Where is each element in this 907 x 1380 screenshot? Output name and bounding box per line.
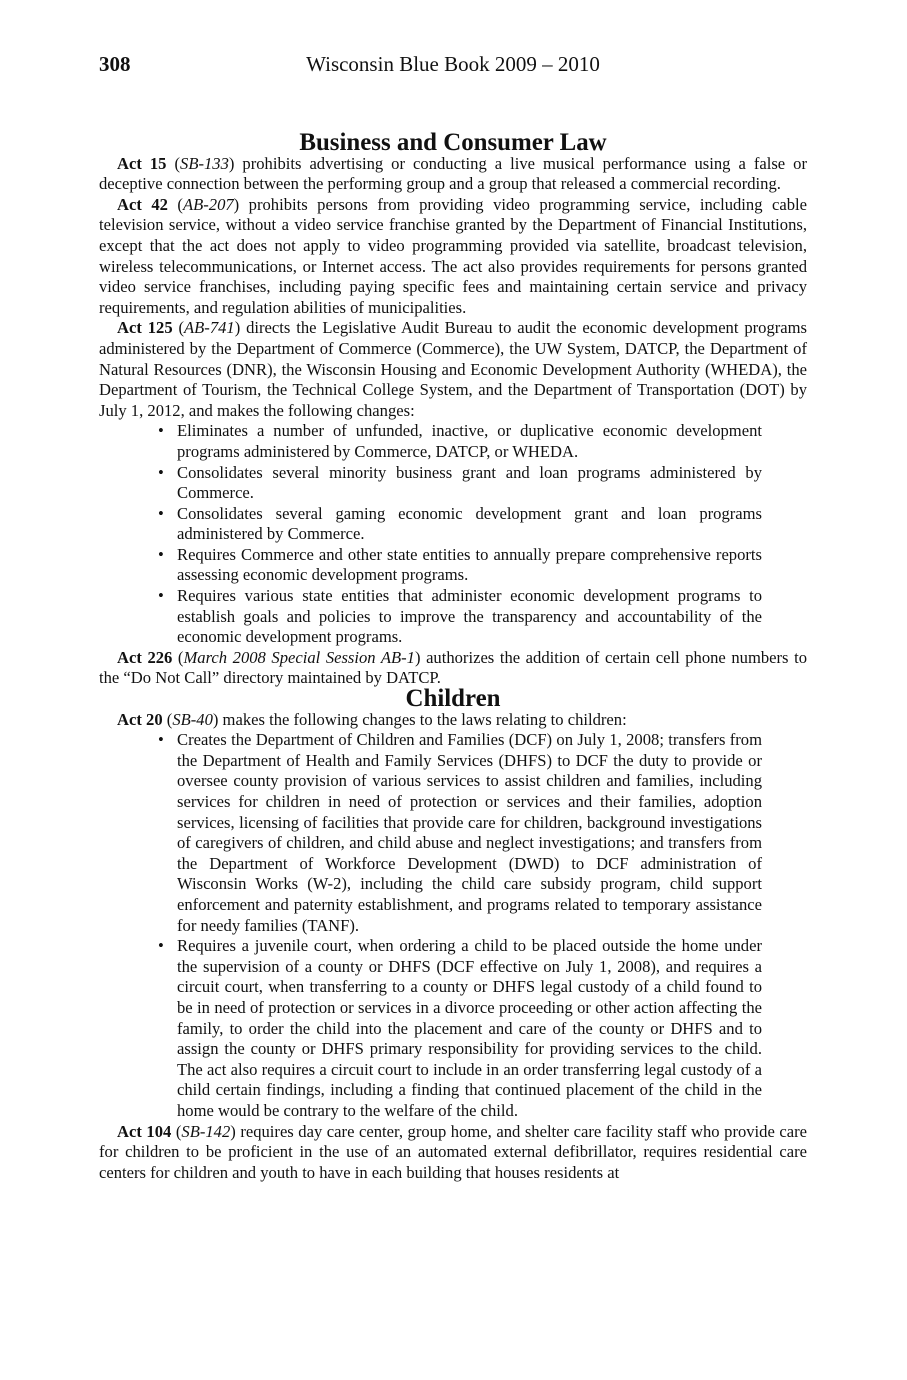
page-content (99, 129, 807, 1183)
act-104-paragraph: Act 104 (SB-142) requires day care center, group home, and shelter care facility staff who provide care for children to be proficient in the use of an automated external defibrillator, requires residential care centers for children and youth to have in each building that houses residents at (99, 1121, 807, 1182)
act-label: Act 42 (117, 194, 168, 214)
bill-number: AB-741 (184, 318, 235, 338)
bill-number: SB-133 (180, 153, 229, 173)
section-heading-business: Business and Consumer Law (299, 129, 607, 156)
act-text: prohibits persons from providing video programming service, including cable television service, without a video service franchise granted by the Department of Financial Institutions, except that the act does not apply to video programming provided via satellite, broadcast television, wireless telecommunications, or Internet access. The act also provides requirements for persons granted video service franchises, including paying specific fees and maintaining certain service and privacy requirements, and regulation abilities of municipalities. (99, 194, 807, 317)
act-label: Act 15 (117, 153, 167, 173)
act-15-paragraph: Act 15 (SB-133) prohibits advertising or conducting a live musical performance using a false or deceptive connection between the performing group and a group that released a commercial recording. (99, 153, 807, 194)
bill-number: SB-142 (181, 1121, 231, 1141)
list-item: • Eliminates a number of unfunded, inactive, or duplicative economic development programs administered by Commerce, DATCP, or WHEDA. (158, 421, 762, 461)
bullet-icon: • (158, 586, 164, 606)
bill-number: SB-40 (172, 709, 213, 729)
page-header (99, 52, 807, 82)
list-item: • Consolidates several minority business grant and loan programs administered by Commerce. (158, 462, 762, 503)
act-label: Act 125 (117, 318, 173, 338)
act-20-bullet-list (99, 730, 762, 1121)
running-title: Wisconsin Blue Book 2009 – 2010 (306, 52, 600, 76)
page-number: 308 (99, 52, 131, 76)
bill-number: March 2008 Special Session AB-1 (183, 647, 415, 667)
section-heading-children: Children (405, 685, 501, 713)
act-text: requires day care center, group home, and shelter care facility staff who provide care for children to be proficient in the use of an automated external defibrillator, requires residential care centers for children and youth to have in each building that houses residents at (99, 1121, 807, 1182)
act-text: directs the Legislative Audit Bureau to audit the economic development programs administered by the Department of Commerce (Commerce), the UW System, DATCP, the Department of Natural Resources (DNR), the Wisconsin Housing and Economic Development Authority (WHEDA), the Department of Tourism, the Technical College System, and the Department of Transportation (DOT) by July 1, 2012, and makes the following changes: (99, 318, 807, 420)
list-item: • Creates the Department of Children and Families (DCF) on July 1, 2008; transfers from the Department of Health and Family Services (DHFS) to DCF the duty to provide or oversee county provision of various services to assist children and families, including services for children in need of protection or services and their families, adoption services, licensing of facilities that provide care for children, background investigations of caregivers of children, and child abuse and neglect investigations; and transfers from the Department of Workforce Development (DWD) to DCF administration of Wisconsin Works (W-2), including the child care subsidy program, child support enforcement and paternity establishment, and programs related to temporary assistance for needy families (TANF). (158, 730, 762, 935)
bullet-icon: • (158, 503, 164, 523)
act-label: Act 20 (117, 709, 163, 729)
act-125-bullet-list (99, 421, 762, 648)
act-text: authorizes the addition of certain cell phone numbers to the “Do Not Call” directory maintained by DATCP. (99, 647, 807, 688)
act-label: Act 104 (117, 1121, 172, 1141)
list-item: • Requires Commerce and other state entities to annually prepare comprehensive reports assessing economic development programs. (158, 544, 762, 585)
list-item: • Requires various state entities that administer economic development programs to establish goals and policies to improve the transparency and accountability of the economic development programs. (158, 586, 762, 647)
act-text: makes the following changes to the laws relating to children: (218, 709, 627, 729)
bullet-icon: • (158, 936, 164, 956)
bullet-icon: • (158, 462, 164, 482)
act-label: Act 226 (117, 647, 173, 667)
bullet-icon: • (158, 730, 164, 750)
list-item: • Consolidates several gaming economic development grant and loan programs administered by Commerce. (158, 503, 762, 544)
bullet-icon: • (158, 544, 164, 564)
bullet-icon: • (158, 421, 164, 441)
list-item: • Requires a juvenile court, when ordering a child to be placed outside the home under the supervision of a county or DHFS (DCF effective on July 1, 2008), and requires a circuit court, when transferring to a county or DHFS legal custody of a child found to be in need of protection or services in a divorce proceeding or other action affecting the family, to order the child into the placement and care of the county or DHFS and to assign the county or DHFS primary responsibility for providing services to the child. The act also requires a circuit court to include in an order transferring legal custody of a child certain findings, including a finding that continued placement of the child in the home would be contrary to the welfare of the child. (158, 936, 762, 1120)
act-text: prohibits advertising or conducting a live musical performance using a false or deceptive connection between the performing group and a group that released a commercial recording. (99, 153, 807, 194)
act-20-paragraph: Act 20 (SB-40) makes the following changes to the laws relating to children: (117, 709, 627, 729)
act-226-paragraph: Act 226 (March 2008 Special Session AB-1) authorizes the addition of certain cell phone numbers to the “Do Not Call” directory maintained by DATCP. (99, 647, 807, 688)
bill-number: AB-207 (182, 194, 234, 214)
act-42-paragraph: Act 42 (AB-207) prohibits persons from providing video programming service, including cable television service, without a video service franchise granted by the Department of Financial Institutions, except that the act does not apply to video programming provided via satellite, broadcast television, wireless telecommunications, or Internet access. The act also provides requirements for persons granted video service franchises, including paying specific fees and maintaining certain service and privacy requirements, and regulation abilities of municipalities. (99, 194, 807, 317)
act-125-paragraph: Act 125 (AB-741) directs the Legislative Audit Bureau to audit the economic development programs administered by the Department of Commerce (Commerce), the UW System, DATCP, the Department of Natural Resources (DNR), the Wisconsin Housing and Economic Development Authority (WHEDA), the Department of Tourism, the Technical College System, and the Department of Transportation (DOT) by July 1, 2012, and makes the following changes: (99, 318, 807, 420)
